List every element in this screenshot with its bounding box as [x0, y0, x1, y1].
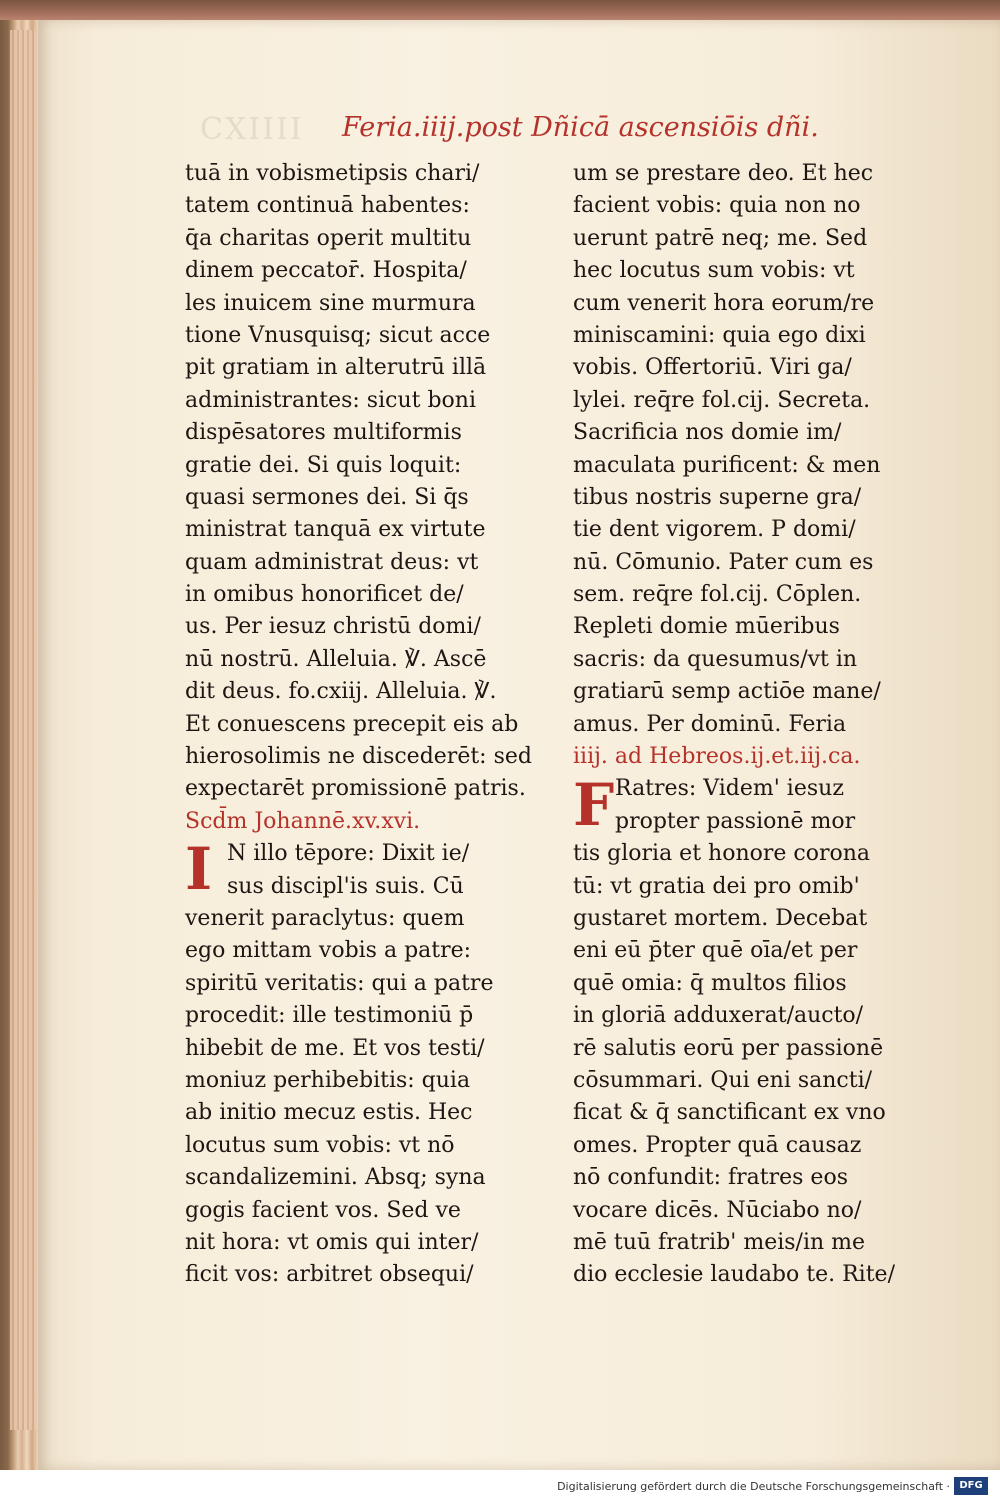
rubric-line: iiij. ad Hebreos.ij.et.iij.ca. — [573, 744, 861, 770]
text-line: cōsummari. Qui eni sancti/ — [573, 1067, 873, 1093]
text-line: gustaret mortem. Decebat — [573, 905, 868, 931]
text-line: vocare dicēs. Nūciabo no/ — [573, 1197, 862, 1223]
text-line: N illo tēpore: Dixit ie/ — [227, 841, 470, 867]
text-line: procedit: ille testimoniū p̄ — [185, 1003, 474, 1029]
text-line: sacris: da quesumus/vt in — [573, 646, 858, 672]
text-line: dio ecclesie laudabo te. Rite/ — [573, 1262, 895, 1288]
initial-capital: I — [185, 835, 213, 904]
text-line: spiritū veritatis: qui a patre — [185, 970, 494, 996]
text-line: les inuicem sine murmura — [185, 290, 476, 316]
text-line: ficat & q̄ sanctificant ex vno — [573, 1100, 886, 1126]
text-line: quasi sermones dei. Si q̄s — [185, 484, 469, 510]
text-line: tuā in vobismetipsis chari/ — [185, 161, 480, 186]
text-line: tatem continuā habentes: — [185, 193, 470, 219]
text-line: gogis facient vos. Sed ve — [185, 1197, 461, 1223]
text-line: dit deus. fo.cxiij. Alleluia. ℣. — [185, 679, 497, 705]
initial-capital: F — [573, 770, 615, 839]
text-line: lylei. req̄re fol.cij. Secreta. — [573, 387, 871, 413]
text-line: nō confundit: fratres eos — [573, 1165, 848, 1191]
right-column — [573, 158, 923, 1292]
rubric-line: Scd̄m Johannē.xv.xvi. — [185, 808, 421, 834]
text-line: ministrat tanquā ex virtute — [185, 517, 486, 543]
text-line: rē salutis eorū per passionē — [573, 1035, 884, 1061]
text-line: quē omia: q̄ multos filios — [573, 970, 847, 996]
text-line: ficit vos: arbitret obsequi/ — [185, 1262, 474, 1288]
text-line: scandalizemini. Absq; syna — [185, 1165, 486, 1191]
text-line: nū. Cōmunio. Pater cum es — [573, 549, 874, 575]
text-line: nit hora: vt omis qui inter/ — [185, 1229, 479, 1255]
text-line: in gloriā adduxerat/aucto/ — [573, 1003, 864, 1029]
text-line: cum venerit hora eorum/re — [573, 290, 875, 316]
text-line: dinem peccator̄. Hospita/ — [185, 258, 467, 284]
text-line: nū nostrū. Alleluia. ℣. Ascē — [185, 646, 487, 672]
text-line: facient vobis: quia non no — [573, 193, 861, 219]
text-line: eni eū p̄ter quē oīa/et per — [573, 938, 858, 964]
left-column — [185, 158, 535, 1292]
footer — [0, 1470, 1000, 1503]
text-line: administrantes: sicut boni — [185, 387, 476, 413]
text-line: tione Vnusquisq; sicut acce — [185, 322, 491, 348]
text-line: moniuz perhibebitis: quia — [185, 1067, 471, 1093]
page-heading: Feria.iiij.post Dñicā ascensiōis dñi. — [342, 112, 819, 143]
text-line: sus discipl'is suis. Cū — [227, 873, 464, 899]
text-line: sem. req̄re fol.cij. Cōplen. — [573, 582, 862, 608]
page-top-edge — [0, 0, 1000, 20]
footer-credit: Digitalisierung gefördert durch die Deutsche Forschungsgemeinschaft · — [557, 1480, 950, 1493]
text-line: Et conuescens precepit eis ab — [185, 711, 519, 737]
text-line: hibebit de me. Et vos testi/ — [185, 1035, 485, 1061]
text-line: hec locutus sum vobis: vt — [573, 258, 855, 284]
text-line: mē tuū fratrib' meis/in me — [573, 1229, 866, 1255]
text-line: locutus sum vobis: vt nō — [185, 1132, 455, 1158]
text-line: propter passionē mor — [615, 808, 856, 834]
text-line: uerunt patrē neq; me. Sed — [573, 225, 868, 251]
text-line: q̄a charitas operit multitu — [185, 225, 472, 251]
dfg-logo: DFG — [954, 1477, 988, 1495]
text-line: Ratres: Videm' iesuz — [615, 776, 844, 802]
text-line: amus. Per dominū. Feria — [573, 711, 847, 737]
text-line: omes. Propter quā causaz — [573, 1132, 862, 1158]
text-line: Sacrificia nos domie im/ — [573, 420, 842, 446]
text-line: ego mittam vobis a patre: — [185, 938, 472, 964]
text-line: expectarēt promissionē patris. — [185, 776, 526, 802]
text-line: pit gratiam in alterutrū illā — [185, 355, 487, 381]
page-edges — [10, 30, 36, 1430]
text-line: venerit paraclytus: quem — [185, 905, 465, 931]
text-line: tū: vt gratia dei pro omib' — [573, 873, 860, 899]
text-line: gratie dei. Si quis loquit: — [185, 452, 462, 478]
text-line: hierosolimis ne discederēt: sed — [185, 744, 532, 770]
show-through-text: CXIIII — [200, 112, 304, 147]
text-line: vobis. Offertoriū. Viri ga/ — [573, 355, 852, 381]
text-line: tibus nostris superne gra/ — [573, 484, 862, 510]
text-line: gratiarū semp actiōe mane/ — [573, 679, 881, 705]
text-line: Repleti domie mūeribus — [573, 614, 840, 640]
text-line: miniscamini: quia ego dixi — [573, 322, 866, 348]
text-line: um se prestare deo. Et hec — [573, 161, 874, 186]
text-line: tis gloria et honore corona — [573, 841, 871, 867]
text-line: dispēsatores multiformis — [185, 420, 462, 446]
text-line: quam administrat deus: vt — [185, 549, 479, 575]
text-line: maculata purificent: & men — [573, 452, 881, 478]
text-line: in omibus honorificet de/ — [185, 582, 464, 608]
text-line: ab initio mecuz estis. Hec — [185, 1100, 473, 1126]
text-line: us. Per iesuz christū domi/ — [185, 614, 481, 640]
text-line: tie dent vigorem. P domi/ — [573, 517, 856, 543]
